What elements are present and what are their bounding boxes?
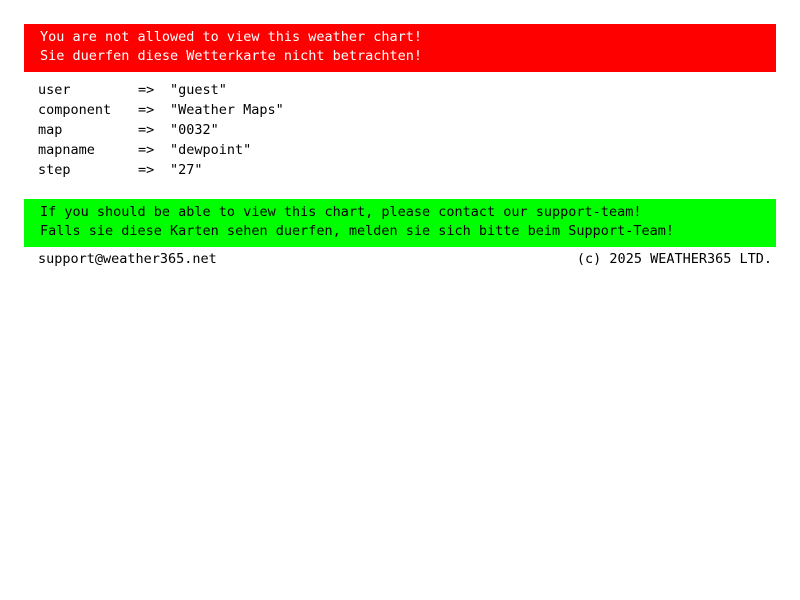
parameter-row: [38, 80, 778, 100]
parameter-key: user: [38, 82, 71, 98]
parameter-value: "dewpoint": [170, 142, 252, 158]
parameter-arrow: =>: [138, 82, 155, 98]
parameter-arrow: =>: [138, 162, 155, 178]
parameter-value: "Weather Maps": [170, 102, 284, 118]
parameter-key: mapname: [38, 142, 95, 158]
parameter-arrow: =>: [138, 102, 155, 118]
error-message-de: Sie duerfen diese Wetterkarte nicht betrachten!: [40, 48, 423, 64]
support-email-link[interactable]: support@weather365.net: [38, 251, 217, 267]
support-message-de: Falls sie diese Karten sehen duerfen, melden sie sich bitte beim Support-Team!: [40, 223, 674, 239]
parameter-row: [38, 120, 778, 140]
copyright-text: (c) 2025 WEATHER365 LTD.: [576, 251, 772, 267]
parameter-key: step: [38, 162, 71, 178]
parameter-arrow: =>: [138, 142, 155, 158]
parameter-key: map: [38, 122, 63, 138]
error-banner: [24, 24, 776, 72]
footer: [38, 250, 772, 269]
parameter-value: "guest": [170, 82, 227, 98]
parameter-row: [38, 140, 778, 160]
parameter-arrow: =>: [138, 122, 155, 138]
parameter-row: [38, 160, 778, 180]
error-message-en: You are not allowed to view this weather chart!: [40, 29, 423, 45]
parameter-value: "27": [170, 162, 203, 178]
parameter-list: [38, 80, 778, 180]
parameter-key: component: [38, 102, 112, 118]
support-banner: [24, 199, 776, 247]
support-message-en: If you should be able to view this chart, please contact our support-team!: [40, 204, 642, 220]
parameter-row: [38, 100, 778, 120]
parameter-value: "0032": [170, 122, 219, 138]
